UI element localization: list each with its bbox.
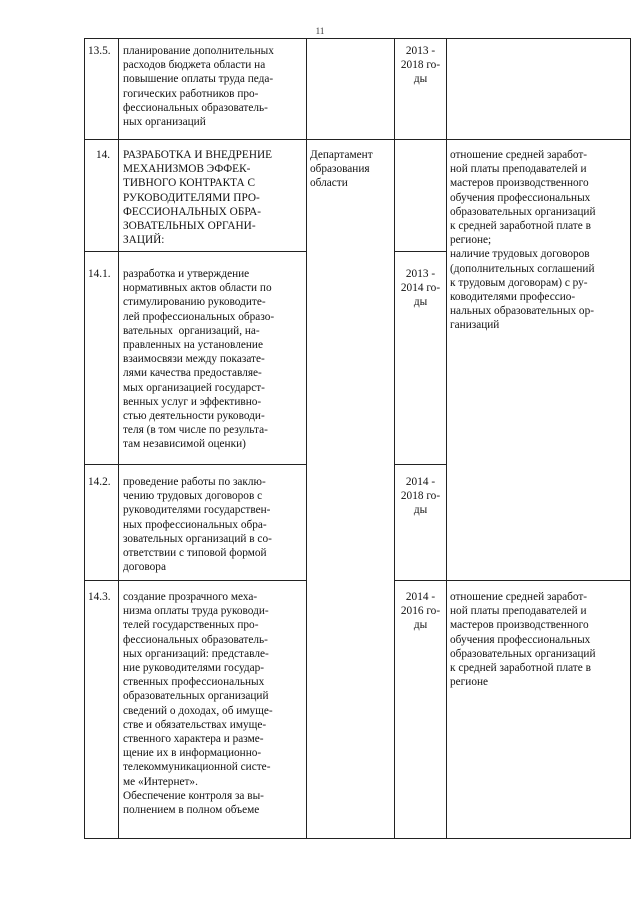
measures-table [84, 38, 630, 838]
row-number: 14.3. [88, 591, 111, 603]
measure-text: разработка и утверждение нормативных актов области по стимулированию руководите- лей профессиональных образо- вательных организаций, на- правленных на установление взаимосвязи между показате- лями качества предоставляе- мых организацией государст- венных услуг и эффективно- стью деятельности руководи- теля (в том числе по результа- там независимой оценки) [123, 268, 275, 451]
row-number: 13.5. [88, 45, 111, 57]
row-number: 14.2. [88, 476, 111, 488]
row-divider [394, 580, 630, 581]
row-divider [84, 139, 630, 140]
measure-text: РАЗРАБОТКА И ВНЕДРЕНИЕ МЕХАНИЗМОВ ЭФФЕК- ТИВНОГО КОНТРАКТА С РУКОВОДИТЕЛЯМИ ПРО- ФЕССИОНАЛЬНЫХ ОБРА- ЗОВАТЕЛЬНЫХ ОРГАНИ- ЗАЦИЙ: [123, 149, 273, 247]
row-divider [394, 251, 446, 252]
row-number: 14.1. [88, 268, 111, 280]
page-number: 11 [315, 26, 325, 36]
period-text: 2013 - 2014 го- ды [400, 268, 441, 309]
period-text: 2014 - 2018 го- ды [400, 476, 441, 517]
indicator-text: отношение средней заработ- ной платы преподавателей и мастеров производственного обучения профессиональных образовательных организаций к средней заработной плате в регионе [450, 591, 596, 689]
column-divider [306, 38, 307, 839]
table-top-border [84, 38, 630, 39]
indicator-text: отношение средней заработ- ной платы преподавателей и мастеров производственного обучения профессиональных образовательных организаций к средней заработной плате в регионе; наличие трудовых договоров (дополнительных соглашений к трудовым договорам) с ру- ководителями профессио- нальных образовательных ор- ганизаций [450, 149, 596, 332]
period-text: 2013 - 2018 го- ды [400, 45, 441, 86]
measure-text: проведение работы по заклю- чению трудовых договоров с руководителями государствен- ных профессиональных обра- зовательных организаций в со- ответствии с типовой формой договора [123, 476, 272, 574]
row-divider [394, 464, 446, 465]
measure-text: создание прозрачного меха- низма оплаты труда руководи- телей государственных про- фессиональных образователь- ных организаций: представле- ние руководителями государ- ственных профессиональных образовательных организаций сведений о доходах, об имуще- стве и обязательствах имуще- ственного характера и разме- щение их в информационно- телекоммуникационной систе- ме «Интернет». Обеспечение контроля за вы- полнением в полном объеме [123, 591, 273, 817]
column-divider [118, 38, 119, 839]
column-divider [84, 38, 85, 839]
measure-text: планирование дополнительных расходов бюджета области на повышение оплаты труда педа- гогических работников про- фессиональных образователь- ных организаций [123, 45, 274, 129]
row-number: 14. [96, 149, 111, 161]
period-text: 2014 - 2016 го- ды [400, 591, 441, 632]
column-divider [394, 38, 395, 839]
responsible-text: Департамент образования области [310, 149, 373, 190]
table-bottom-border [84, 838, 630, 839]
column-divider [446, 38, 447, 839]
column-divider [630, 38, 631, 839]
